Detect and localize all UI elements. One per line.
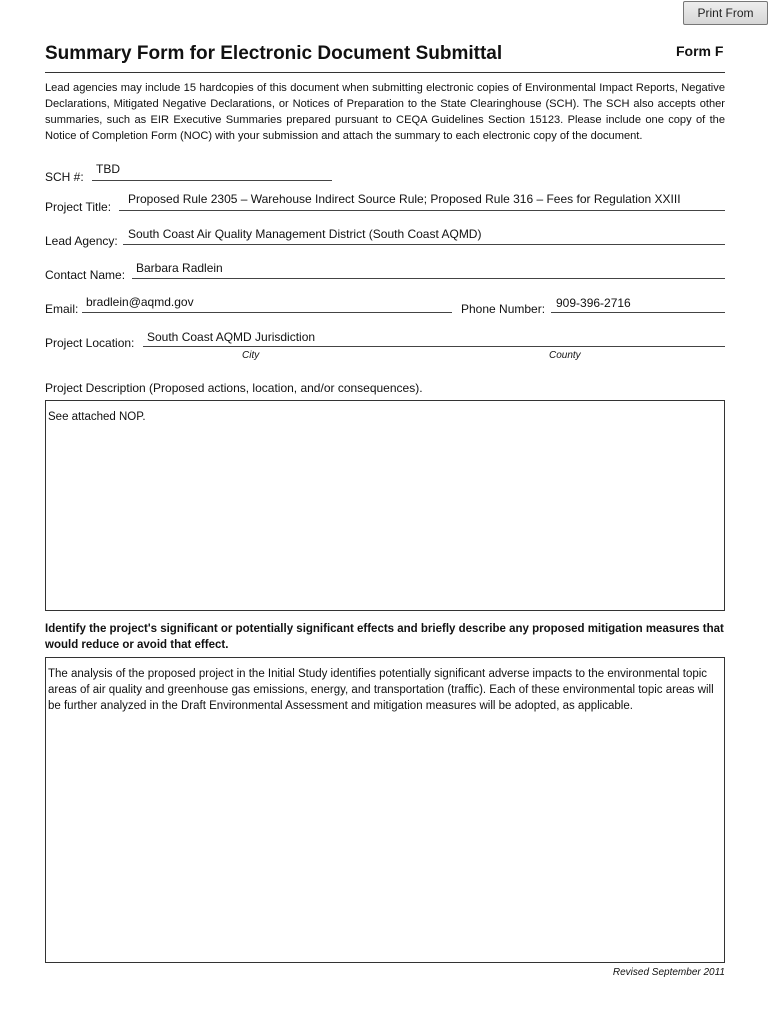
project-title-underline (119, 210, 725, 211)
sch-label: SCH #: (45, 170, 84, 184)
intro-paragraph: Lead agencies may include 15 hardcopies of this document when submitting electronic copies of Environmental Impact Reports, Negative Declarations, Mitigated Negative Declarations, or Notices of Preparation to the State Clearinghouse (SCH). The SCH also accepts other summaries, such as EIR Executive Summaries prepared pursuant to CEQA Guidelines Section 15123. Please include one copy of the Notice of Completion Form (NOC) with your submission and attach the summary to each electronic copy of the document. (45, 82, 725, 142)
description-text: See attached NOP. (48, 411, 146, 423)
description-textarea[interactable] (45, 400, 725, 611)
project-title-field[interactable]: Proposed Rule 2305 – Warehouse Indirect Source Rule; Proposed Rule 316 – Fees for Regulation XXIII (128, 192, 681, 206)
phone-underline (551, 312, 725, 313)
effects-text: The analysis of the proposed project in the Initial Study identifies potentially significant adverse impacts to the environmental topic areas of air quality and greenhouse gas emissions, energy, and transportation (traffic). Each of these environmental topic areas will be further analyzed in the Draft Environmental Assessment and mitigation measures will be adopted, as applicable. (48, 668, 714, 712)
description-label: Project Description (Proposed actions, location, and/or consequences). (45, 381, 423, 395)
project-title-label: Project Title: (45, 200, 112, 214)
email-underline (82, 312, 452, 313)
revised-date: Revised September 2011 (612, 967, 725, 978)
phone-label: Phone Number: (461, 302, 546, 316)
lead-agency-underline (123, 244, 725, 245)
project-location-underline (143, 346, 725, 347)
effects-label: Identify the project's significant or potentially significant effects and briefly describe any proposed mitigation measures that would reduce or avoid that effect. (45, 623, 724, 651)
form-id-label: Form F (676, 43, 724, 59)
city-sublabel: City (242, 350, 260, 361)
sch-underline (92, 180, 332, 181)
contact-name-field[interactable]: Barbara Radlein (136, 261, 223, 275)
phone-field[interactable]: 909-396-2716 (556, 296, 631, 310)
project-location-field[interactable]: South Coast AQMD Jurisdiction (147, 330, 316, 344)
lead-agency-field[interactable]: South Coast Air Quality Management District (South Coast AQMD) (128, 227, 482, 241)
contact-name-underline (132, 278, 725, 279)
project-location-label: Project Location: (45, 336, 135, 350)
email-label: Email: (45, 302, 79, 316)
title-divider (45, 72, 725, 73)
effects-textarea[interactable] (45, 657, 725, 963)
county-sublabel: County (549, 350, 581, 361)
lead-agency-label: Lead Agency: (45, 234, 118, 248)
contact-name-label: Contact Name: (45, 268, 126, 282)
email-field[interactable]: bradlein@aqmd.gov (86, 295, 194, 309)
page-title: Summary Form for Electronic Document Submittal (45, 43, 503, 64)
sch-field[interactable]: TBD (96, 162, 120, 176)
print-form-button[interactable]: Print From (683, 1, 768, 25)
